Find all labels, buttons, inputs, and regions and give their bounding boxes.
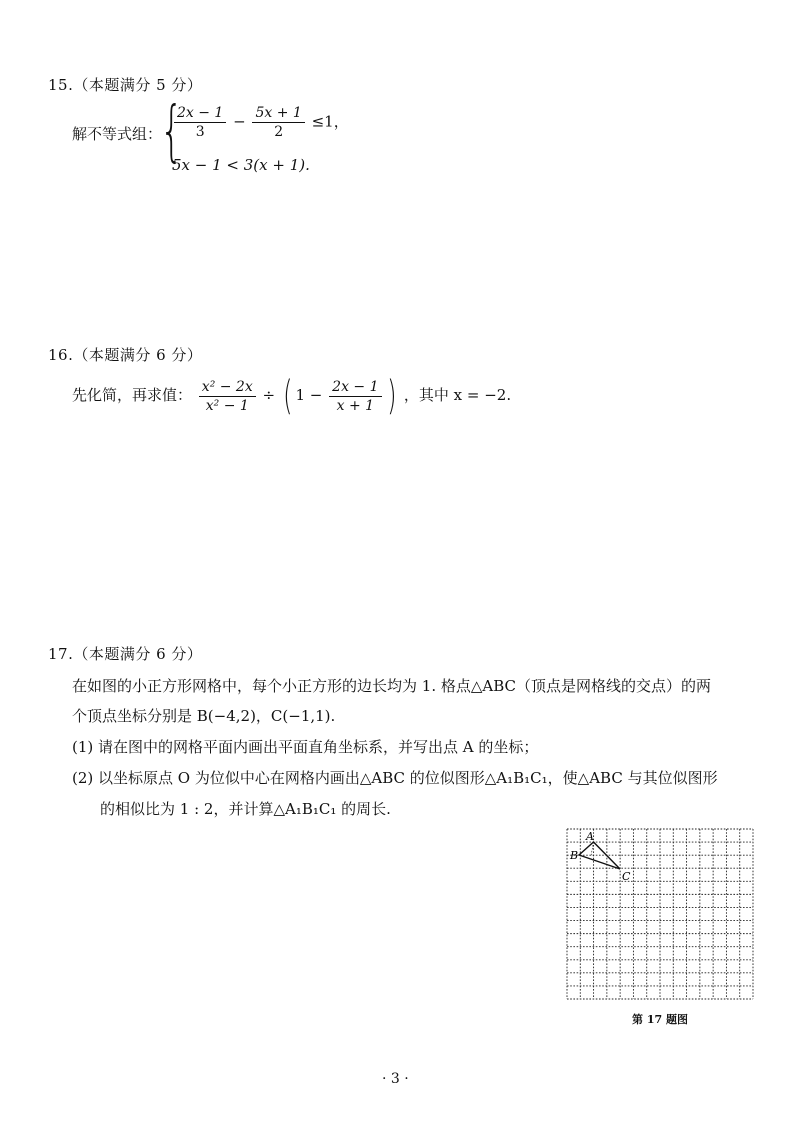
q16-prompt: 先化简，再求值： [72, 386, 193, 404]
q17-grid-figure [566, 828, 754, 1000]
q17-line-1: 在如图的小正方形网格中，每个小正方形的边长均为 1. 格点△ABC（顶点是网格线的交点）的两 [72, 677, 711, 695]
q17-part-2b: 的相似比为 1 : 2，并计算△A₁B₁C₁ 的周长. [100, 800, 391, 818]
q17-heading: 17.（本题满分 6 分） [48, 645, 203, 663]
q17-part-1: (1) 请在图中的网格平面内画出平面直角坐标系，并写出点 A 的坐标； [72, 738, 539, 756]
figure-caption: 第 17 题图 [632, 1013, 688, 1026]
label-c: C [622, 870, 631, 883]
q15-heading: 15.（本题满分 5 分） [48, 76, 203, 94]
system-brace: { [160, 92, 184, 169]
grid-lines [567, 829, 753, 999]
q15-prompt: 解不等式组： [72, 125, 163, 143]
q16-heading: 16.（本题满分 6 分） [48, 346, 203, 364]
q15-inequality-1: $\frac{2x - 1}{3}$ − $\frac{5x + 1}{2}$ ≤1， [172, 104, 349, 141]
q17-part-2a: (2) 以坐标原点 O 为位似中心在网格内画出△ABC 的位似图形△A₁B₁C₁，使△ABC 与其位似图形 [72, 769, 718, 787]
q16-expression: 先化简，再求值： $\frac{\text{x² − 2x}}{\text{x² − 1}}$ ÷ ( 1 − $\frac{2x - 1}{x + 1}$ ) ，其中 x = −2. [72, 373, 512, 419]
q15-inequality-2: 5x − 1 < 3(x + 1). [172, 156, 310, 174]
label-a: A [586, 830, 594, 843]
label-b: B [570, 849, 579, 862]
page-number: · 3 · [382, 1071, 409, 1087]
q17-line-2: 个顶点坐标分别是 B(−4,2)，C(−1,1). [72, 707, 336, 725]
